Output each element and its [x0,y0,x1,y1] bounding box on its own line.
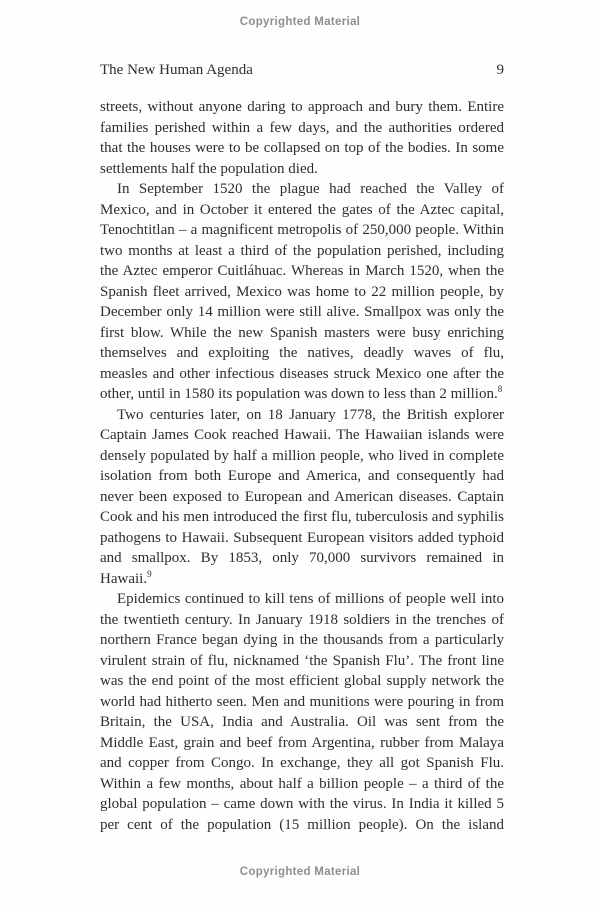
paragraph-text: streets, without anyone daring to approach and bury them. Entire families perished within a few days, and the authorities ordered that the houses were to be collapsed on top of the bodies. In some settlements half the population died. [100,99,504,177]
paragraph-1 [100,97,504,179]
paragraph-text: In September 1520 the plague had reached the Valley of Mexico, and in October it entered the gates of the Aztec capital, Tenochtitlan – a magnificent metropolis of 250,000 people. Within two months at least a third of the population perished, including the Aztec emperor Cuitláhuac. Whereas in March 1520, when the Spanish fleet arrived, Mexico was home to 22 million people, by December only 14 million were still alive. Smallpox was only the first blow. While the new Spanish masters were busy enriching themselves and exploiting the natives, deadly waves of flu, measles and other infectious diseases struck Mexico one after the other, until in 1580 its population was down to less than 2 million. [100,181,504,402]
running-header [100,62,504,79]
paragraph-4 [100,589,504,835]
copyright-notice-bottom: Copyrighted Material [239,866,361,878]
footnote-marker-9: 9 [147,568,152,579]
paragraph-text: Epidemics continued to kill tens of millions of people well into the twentieth century. In January 1918 soldiers in the trenches of northern France began dying in the thousands from a particularly virulent strain of flu, nicknamed ‘the Spanish Flu’. The front line was the end point of the most efficient global supply network the world had hitherto seen. Men and munitions were pouring in from Britain, the USA, India and Australia. Oil was sent from the Middle East, grain and beef from Argentina, rubber from Malaya and copper from Congo. In exchange, they all got Spanish Flu. Within a few months, about half a billion people – a third of the global population – came down with the virus. In India it killed 5 per cent of the population (15 million people). On the island [100,591,504,833]
footnote-marker-8: 8 [497,384,503,394]
chapter-title: The New Human Agenda [100,62,253,78]
copyright-notice-top: Copyrighted Material [239,16,361,28]
paragraph-2 [100,179,504,405]
paragraph-text: Two centuries later, on 18 January 1778, the British explorer Captain James Cook reached Hawaii. The Hawaiian islands were densely populated by half a million people, who lived in complete isolation from both Europe and America, and consequently had never been exposed to European and American diseases. Captain Cook and his men introduced the first flu, tuberculosis and syphilis pathogens to Hawaii. Subsequent European visitors added typhoid and smallpox. By 1853, only 70,000 survivors remained in Hawaii. [100,406,504,587]
page-body [100,97,504,835]
page-number: 9 [496,62,504,78]
paragraph-3 [100,405,504,590]
